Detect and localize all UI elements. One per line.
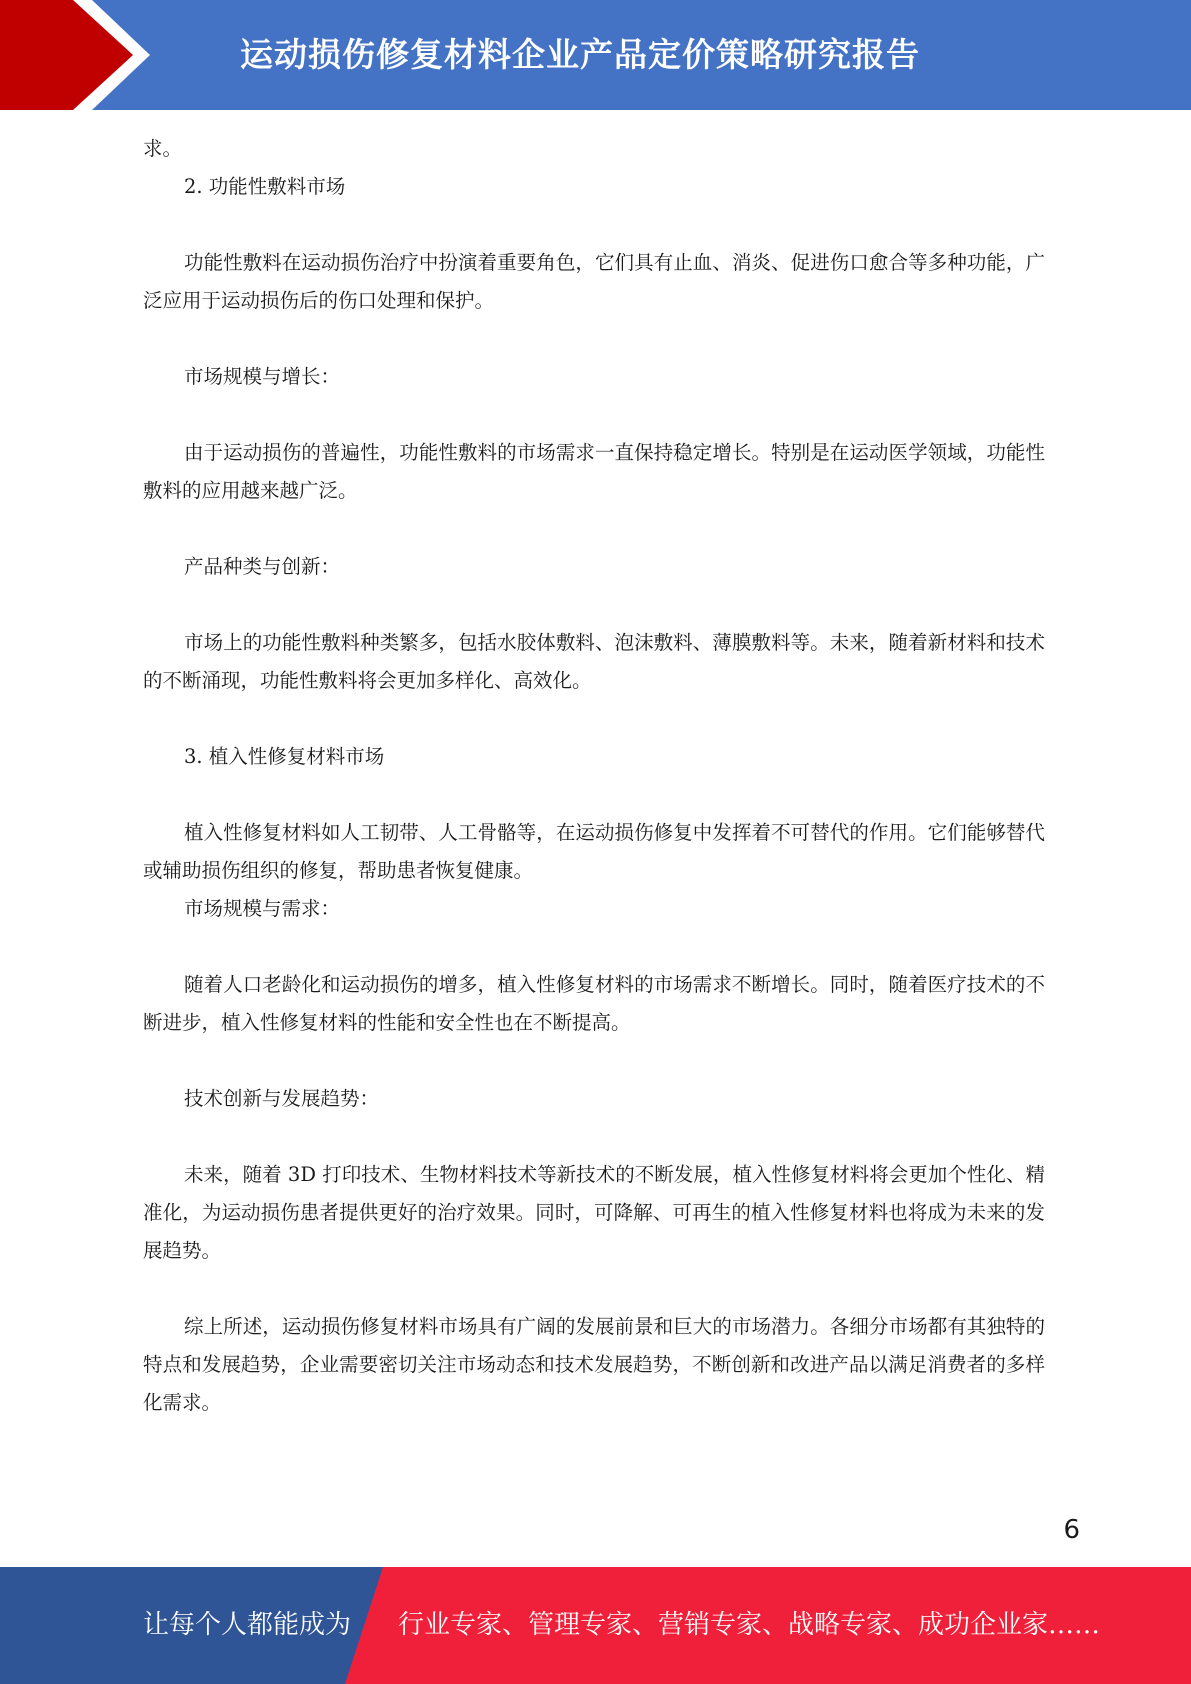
blank-line bbox=[143, 1042, 1045, 1080]
body-paragraph: 产品种类与创新： bbox=[184, 555, 341, 578]
body-paragraph: 技术创新与发展趋势： bbox=[184, 1087, 380, 1110]
blank-line bbox=[143, 1270, 1045, 1308]
body-paragraph: 功能性敷料在运动损伤治疗中扮演着重要角色，它们具有止血、消炎、促进伤口愈合等多种功能，广泛应用于运动损伤后的伤口处理和保护。 bbox=[143, 251, 1045, 312]
body-paragraph: 求。 bbox=[143, 137, 183, 160]
page-header bbox=[0, 0, 1191, 110]
blank-line bbox=[143, 510, 1045, 548]
blank-line bbox=[143, 700, 1045, 738]
body-paragraph: 未来，随着 3D 打印技术、生物材料技术等新技术的不断发展，植入性修复材料将会更加个性化、精准化，为运动损伤患者提供更好的治疗效果。同时，可降解、可再生的植入性修复材料也将成为未来的发展趋势。 bbox=[143, 1163, 1045, 1262]
body-paragraph: 3. 植入性修复材料市场 bbox=[184, 745, 385, 768]
page-footer bbox=[0, 1567, 1191, 1684]
footer-slogan-left: 让每个人都能成为 bbox=[143, 1610, 352, 1640]
body-paragraph: 植入性修复材料如人工韧带、人工骨骼等，在运动损伤修复中发挥着不可替代的作用。它们能够替代或辅助损伤组织的修复，帮助患者恢复健康。 bbox=[143, 821, 1045, 882]
page-number: 6 bbox=[1063, 1515, 1080, 1545]
blank-line bbox=[143, 320, 1045, 358]
body-paragraph: 2. 功能性敷料市场 bbox=[184, 175, 346, 198]
body-paragraph: 市场上的功能性敷料种类繁多，包括水胶体敷料、泡沫敷料、薄膜敷料等。未来，随着新材料和技术的不断涌现，功能性敷料将会更加多样化、高效化。 bbox=[143, 631, 1045, 692]
blank-line bbox=[143, 586, 1045, 624]
blank-line bbox=[143, 776, 1045, 814]
body-paragraph: 市场规模与需求： bbox=[184, 897, 341, 920]
blank-line bbox=[143, 396, 1045, 434]
blank-line bbox=[143, 1118, 1045, 1156]
body-paragraph: 由于运动损伤的普遍性，功能性敷料的市场需求一直保持稳定增长。特别是在运动医学领域，功能性敷料的应用越来越广泛。 bbox=[143, 441, 1045, 502]
blank-line bbox=[143, 206, 1045, 244]
body-paragraph: 综上所述，运动损伤修复材料市场具有广阔的发展前景和巨大的市场潜力。各细分市场都有其独特的特点和发展趋势，企业需要密切关注市场动态和技术发展趋势，不断创新和改进产品以满足消费者的多样化需求。 bbox=[143, 1315, 1045, 1414]
report-body bbox=[143, 130, 1045, 1422]
body-paragraph: 市场规模与增长： bbox=[184, 365, 341, 388]
blank-line bbox=[143, 928, 1045, 966]
footer-slogan-right: 行业专家、管理专家、营销专家、战略专家、成功企业家…… bbox=[398, 1610, 1101, 1640]
report-title: 运动损伤修复材料企业产品定价策略研究报告 bbox=[240, 35, 920, 74]
body-paragraph: 随着人口老龄化和运动损伤的增多，植入性修复材料的市场需求不断增长。同时，随着医疗技术的不断进步，植入性修复材料的性能和安全性也在不断提高。 bbox=[143, 973, 1045, 1034]
